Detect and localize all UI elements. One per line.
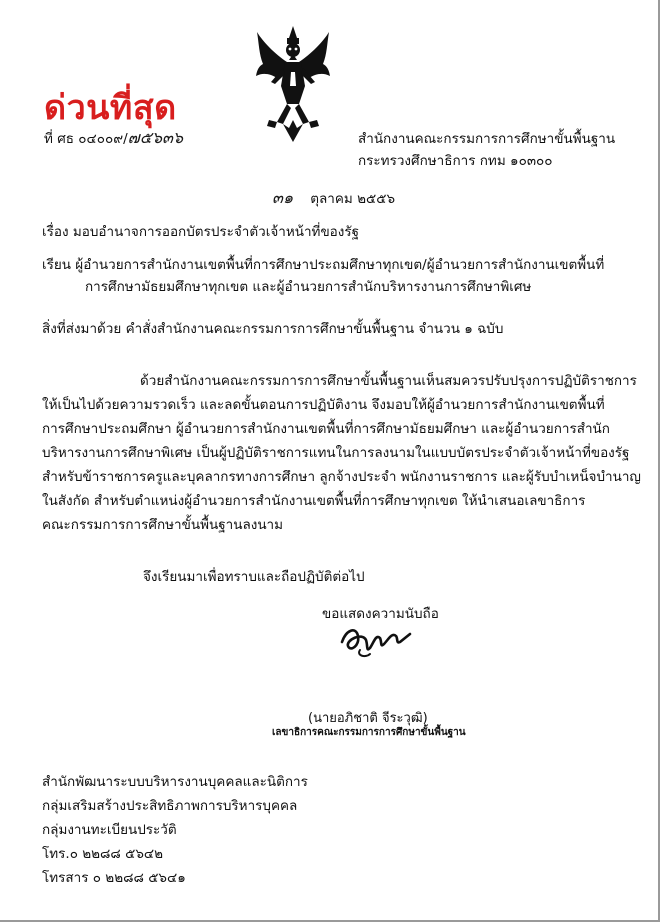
reference-prefix: ที่ ศธ ๐๔๐๐๙/	[44, 131, 128, 147]
contact-phone: โทร.๐ ๒๒๘๘ ๕๖๔๒	[42, 846, 164, 862]
letter-date	[272, 186, 395, 211]
date-month-year: ตุลาคม ๒๕๕๖	[310, 191, 396, 207]
body-line: ด้วยสำนักงานคณะกรรมการการศึกษาขั้นพื้นฐานเห็นสมควรปรับปรุงการปฏิบัติราชการ	[140, 373, 637, 389]
issuing-office	[358, 128, 615, 172]
urgency-stamp: ด่วนที่สุด	[44, 88, 177, 128]
letter-subject: เรื่อง มอบอำนาจการออกบัตรประจำตัวเจ้าหน้าที่ของรัฐ	[42, 224, 360, 240]
date-day-handwritten: ๓๑	[272, 188, 294, 207]
office-name: สำนักงานคณะกรรมการการศึกษาขั้นพื้นฐาน	[358, 131, 616, 147]
contact-fax: โทรสาร ๐ ๒๒๘๘ ๕๖๔๑	[42, 870, 186, 886]
closing-statement: จึงเรียนมาเพื่อทราบและถือปฏิบัติต่อไป	[143, 569, 365, 585]
contact-office-block	[42, 770, 308, 890]
sign-off: ขอแสดงความนับถือ	[322, 606, 439, 622]
signature-mark-icon	[336, 612, 416, 662]
signer-title: เลขาธิการคณะกรรมการการศึกษาขั้นพื้นฐาน	[272, 727, 466, 738]
signer-name: (นายอภิชาติ จีระวุฒิ)	[308, 711, 428, 726]
office-address: กระทรวงศึกษาธิการ กทม ๑๐๓๐๐	[358, 153, 553, 169]
garuda-emblem-icon	[253, 24, 333, 144]
contact-line: กลุ่มเสริมสร้างประสิทธิภาพการบริหารบุคคล	[42, 798, 298, 814]
contact-line: สำนักพัฒนาระบบบริหารงานบุคคลและนิติการ	[42, 774, 308, 790]
contact-line: กลุ่มงานทะเบียนประวัติ	[42, 822, 177, 838]
recipient-line-1: เรียน ผู้อำนวยการสำนักงานเขตพื้นที่การศึกษาประถมศึกษาทุกเขต/ผู้อำนวยการสำนักงานเขตพื้นที่	[42, 257, 605, 273]
body-line: ในสังกัด สำหรับตำแหน่งผู้อำนวยการสำนักงานเขตพื้นที่การศึกษาทุกเขต ให้นำเสนอเลขาธิการ	[42, 493, 586, 509]
body-line: สำหรับข้าราชการครูและบุคลากรทางการศึกษา ลูกจ้างประจำ พนักงานราชการ และผู้รับบำเหน็จบำนาญ	[42, 469, 641, 485]
body-line: ให้เป็นไปด้วยความรวดเร็ว และลดขั้นตอนการปฏิบัติงาน จึงมอบให้ผู้อำนวยการสำนักงานเขตพื้นที่	[42, 397, 605, 413]
body-line: คณะกรรมการการศึกษาขั้นพื้นฐานลงนาม	[42, 517, 284, 533]
letter-enclosure: สิ่งที่ส่งมาด้วย คำสั่งสำนักงานคณะกรรมการการศึกษาขั้นพื้นฐาน จำนวน ๑ ฉบับ	[42, 321, 504, 337]
letter-body	[42, 369, 641, 537]
reference-number	[44, 126, 183, 151]
body-line: บริหารงานการศึกษาพิเศษ เป็นผู้ปฏิบัติราชการแทนในการลงนามในแบบบัตรประจำตัวเจ้าหน้าที่ของรัฐ	[42, 445, 630, 461]
reference-handwritten-number: ๗๕๖๓๖	[127, 128, 184, 147]
body-line: การศึกษาประถมศึกษา ผู้อำนวยการสำนักงานเขตพื้นที่การศึกษามัธยมศึกษา และผู้อำนวยการสำนัก	[42, 421, 610, 437]
letter-recipient	[42, 254, 604, 298]
recipient-line-2: การศึกษามัธยมศึกษาทุกเขต และผู้อำนวยการสำนักบริหารงานการศึกษาพิเศษ	[85, 279, 532, 295]
